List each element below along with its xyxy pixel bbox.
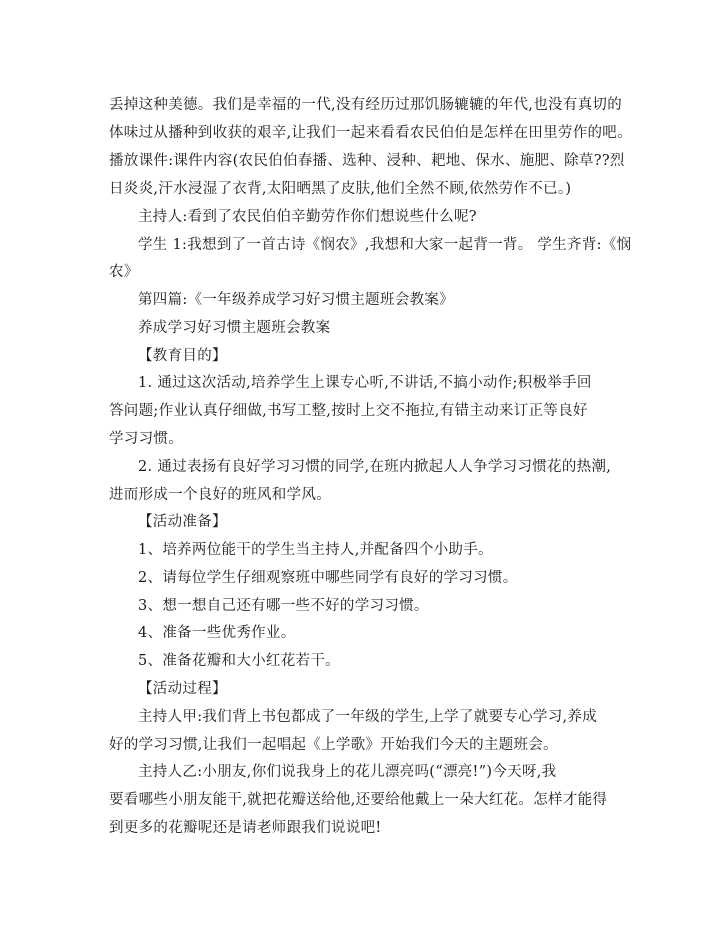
text-line: 主持人乙:小朋友,你们说我身上的花儿漂亮吗(“漂亮!”)今天呀,我 xyxy=(138,764,557,780)
list-item: 5、准备花瓣和大小红花若干。 xyxy=(138,653,340,669)
section-heading: 【教育目的】 xyxy=(138,348,227,364)
text-line: 丢掉这种美德。我们是幸福的一代,没有经历过那饥肠辘辘的年代,也没有真切的 xyxy=(109,97,623,113)
list-item: 3、想一想自己还有哪一些不好的学习习惯。 xyxy=(138,598,429,614)
document-title: 养成学习好习惯主题班会教案 xyxy=(138,320,331,336)
text-line: 要看哪些小朋友能干,就把花瓣送给他,还要给他戴上一朵大红花。怎样才能得 xyxy=(109,792,608,808)
text-line: 到更多的花瓣呢还是请老师跟我们说说吧! xyxy=(109,820,382,836)
section-heading: 【活动过程】 xyxy=(138,681,227,697)
text-line: 播放课件:课件内容(农民伯伯春播、选种、浸种、耙地、保水、施肥、除草??烈 xyxy=(109,153,625,169)
text-line: 体味过从播种到收获的艰辛,让我们一起来看看农民伯伯是怎样在田里劳作的吧。 xyxy=(109,125,632,141)
text-line: 好的学习习惯,让我们一起唱起《上学歌》开始我们今天的主题班会。 xyxy=(109,737,558,753)
text-line: 主持人甲:我们背上书包都成了一年级的学生,上学了就要专心学习,养成 xyxy=(138,709,598,725)
text-line: 日炎炎,汗水浸湿了衣背,太阳晒黑了皮肤,他们全然不顾,依然劳作不已。) xyxy=(109,181,572,197)
text-line: 答问题;作业认真仔细做,书写工整,按时上交不拖拉,有错主动来订正等良好 xyxy=(109,403,588,419)
text-line: 农》 xyxy=(109,264,139,280)
text-line: 学生 1:我想到了一首古诗《悯农》,我想和大家一起背一背。 学生齐背:《悯 xyxy=(138,237,632,253)
list-item: 2、请每位学生仔细观察班中哪些同学有良好的学习习惯。 xyxy=(138,570,518,586)
text-line: 进而形成一个良好的班风和学风。 xyxy=(109,487,331,503)
list-item: 4、准备一些优秀作业。 xyxy=(138,625,296,641)
list-item: 1、培养两位能干的学生当主持人,并配备四个小助手。 xyxy=(138,542,493,558)
text-line: 学习习惯。 xyxy=(109,431,183,447)
section-heading: 【活动准备】 xyxy=(138,514,227,530)
text-line: 主持人:看到了农民伯伯辛勤劳作你们想说些什么呢? xyxy=(138,209,477,225)
text-line: 1. 通过这次活动,培养学生上课专心听,不讲话,不搞小动作;积极举手回 xyxy=(138,375,592,391)
section-heading: 第四篇:《一年级养成学习好习惯主题班会教案》 xyxy=(138,292,454,308)
text-line: 2. 通过表扬有良好学习习惯的同学,在班内掀起人人争学习习惯花的热潮, xyxy=(138,459,612,475)
